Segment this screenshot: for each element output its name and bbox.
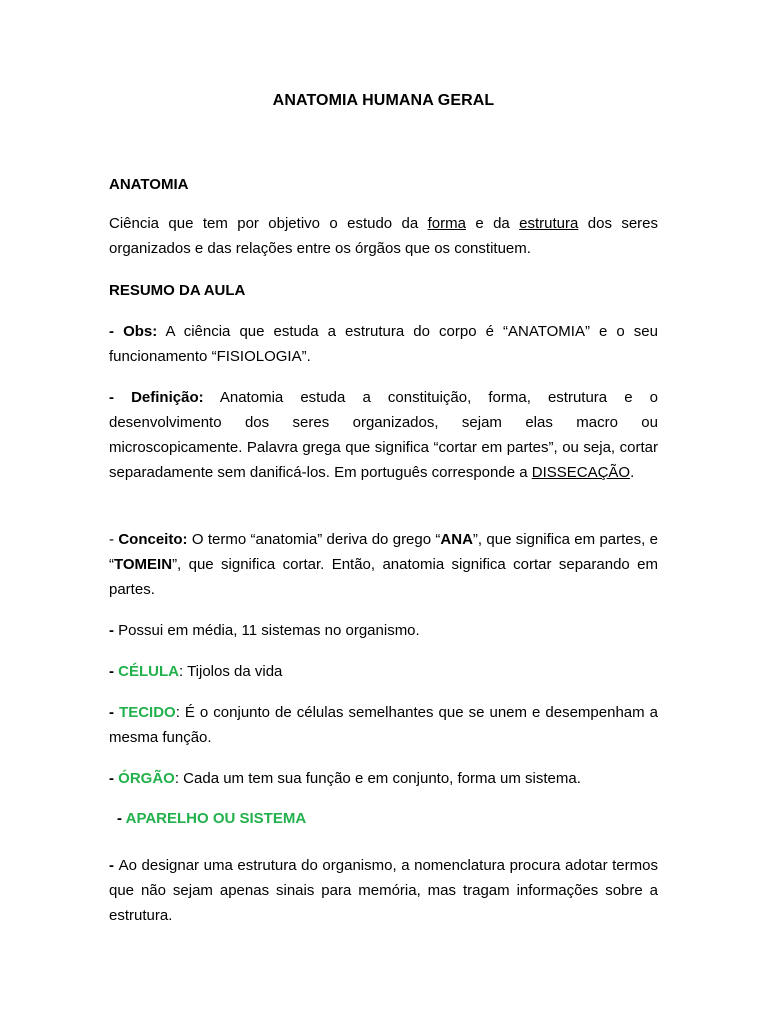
ana-term: ANA [440, 531, 473, 548]
celula-paragraph [109, 659, 658, 684]
conceito-text-2: ”, que significa em partes, e “ [109, 531, 658, 573]
tecido-text: : É o conjunto de células semelhantes que se unem e desempenham a mesma função. [109, 704, 658, 746]
tecido-paragraph [109, 700, 658, 750]
orgao-paragraph [109, 766, 658, 791]
sistemas-dash: - [109, 622, 119, 639]
estrutura-underlined: estrutura [519, 215, 579, 232]
definicao-paragraph [109, 385, 658, 485]
document-title: ANATOMIA HUMANA GERAL [272, 92, 495, 109]
nomenclatura-text: Ao designar uma estrutura do organismo, a nomenclatura procura adotar termos que não sejam apenas sinais para memória, mas tragam informações sobre a estrutura. [109, 857, 658, 924]
celula-term: CÉLULA [118, 663, 179, 680]
obs-label: Obs: [123, 323, 158, 340]
tecido-dash: - [109, 704, 120, 721]
aparelho-term: APARELHO OU SISTEMA [125, 810, 307, 827]
conceito-text-1: O termo “anatomia” deriva do grego “ [187, 531, 441, 548]
sistemas-paragraph [109, 618, 658, 643]
anatomia-definition-paragraph [109, 211, 658, 261]
nomenclatura-dash: - [109, 857, 119, 874]
definicao-label: Definição: [131, 389, 204, 406]
tecido-term: TECIDO [119, 704, 176, 721]
orgao-term: ÓRGÃO [118, 770, 175, 787]
anatomia-definition-text-2: e da [465, 215, 520, 232]
section-heading-anatomia: ANATOMIA [109, 176, 189, 193]
definicao-end: . [630, 464, 635, 481]
nomenclatura-paragraph [109, 853, 658, 928]
orgao-text: : Cada um tem sua função e em conjunto, forma um sistema. [174, 770, 581, 787]
sistemas-text: Possui em média, 11 sistemas no organismo. [118, 622, 420, 639]
definicao-text: Anatomia estuda a constituição, forma, estrutura e o desenvolvimento dos seres organizados, sejam elas macro ou microscopicamente. Palavra grega que significa “cortar em partes”, ou seja, cortar separadamente sem danificá-los. Em português corresponde a [109, 389, 658, 481]
section-heading-resumo: RESUMO DA AULA [109, 282, 246, 299]
conceito-text-3: ”, que significa cortar. Então, anatomia significa cortar separando em partes. [109, 556, 658, 598]
celula-text: : Tijolos da vida [179, 663, 283, 680]
tomein-term: TOMEIN [114, 556, 173, 573]
anatomia-definition-text-1: Ciência que tem por objetivo o estudo da [109, 215, 428, 232]
aparelho-paragraph [117, 806, 666, 831]
conceito-label: Conceito: [118, 531, 188, 548]
conceito-dash: - [109, 531, 119, 548]
conceito-paragraph [109, 527, 658, 602]
forma-underlined: forma [427, 215, 466, 232]
obs-text: A ciência que estuda a estrutura do corpo é “ANATOMIA” e o seu funcionamento “FISIOLOGIA”. [109, 323, 658, 365]
celula-dash: - [109, 663, 119, 680]
dissecacao-underlined: DISSECAÇÃO [531, 464, 631, 481]
aparelho-dash: - [117, 810, 126, 827]
obs-paragraph [109, 319, 658, 369]
definicao-dash: - [109, 389, 132, 406]
anatomia-definition-text-3: dos seres organizados e das relações entre os órgãos que os constituem. [109, 215, 659, 257]
obs-dash: - [109, 323, 124, 340]
orgao-dash: - [109, 770, 119, 787]
